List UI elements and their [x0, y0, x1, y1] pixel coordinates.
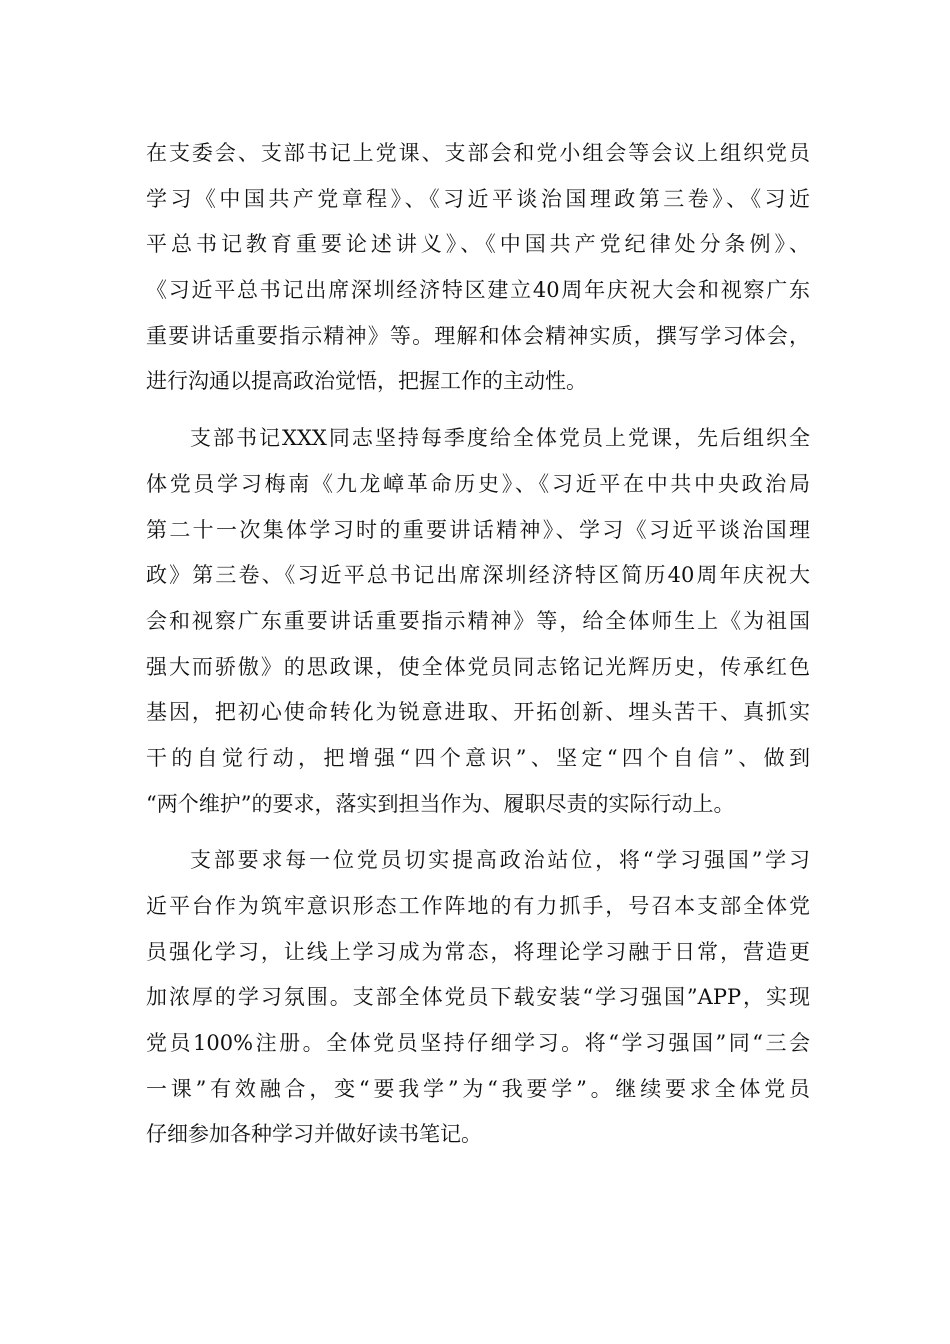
paragraph-1 [146, 131, 810, 405]
text-line: 在支委会、支部书记上党课、支部会和党小组会等会议上组织党员 [146, 141, 810, 165]
text-line: 近平台作为筑牢意识形态工作阵地的有力抓手，号召本支部全体党 [146, 894, 810, 918]
text-line: 加浓厚的学习氛围。支部全体党员下载安装“学习强国”APP，实现 [146, 985, 810, 1010]
paragraph-spacing [146, 405, 810, 416]
paragraph-3 [146, 838, 810, 1158]
text-line: 仔细参加各种学习并做好读书笔记。 [146, 1122, 482, 1147]
text-line: 政》第三卷、《习近平总书记出席深圳经济特区简历40周年庆祝大 [146, 563, 810, 588]
paragraph-2 [146, 416, 810, 827]
text-line: 干的自觉行动，把增强“四个意识”、坚定“四个自信”、做到 [146, 745, 810, 770]
text-line: “两个维护”的要求，落实到担当作为、履职尽责的实际行动上。 [146, 791, 735, 816]
paragraph-spacing [146, 827, 810, 838]
document-body [146, 131, 810, 1158]
text-line: 平总书记教育重要论述讲义》、《中国共产党纪律处分条例》、 [146, 232, 810, 257]
text-line: 一课”有效融合，变“要我学”为“我要学”。继续要求全体党员 [146, 1076, 810, 1101]
text-line: 第二十一次集体学习时的重要讲话精神》、学习《习近平谈治国理 [146, 517, 810, 542]
text-line: 《习近平总书记出席深圳经济特区建立40周年庆祝大会和视察广东 [146, 278, 810, 303]
text-line: 学习《中国共产党章程》、《习近平谈治国理政第三卷》、《习近 [146, 186, 810, 211]
text-line: 基因，把初心使命转化为锐意进取、开拓创新、埋头苦干、真抓实 [146, 700, 810, 725]
text-line: 支部要求每一位党员切实提高政治站位，将“学习强国”学习 [190, 848, 810, 873]
text-line: 员强化学习，让线上学习成为常态，将理论学习融于日常，营造更 [146, 939, 810, 964]
text-line: 体党员学习梅南《九龙嶂革命历史》、《习近平在中共中央政治局 [146, 471, 810, 496]
text-line: 党员100%注册。全体党员坚持仔细学习。将“学习强国”同“三会 [146, 1031, 810, 1056]
text-line: 进行沟通以提高政治觉悟，把握工作的主动性。 [146, 369, 587, 394]
text-line: 会和视察广东重要讲话重要指示精神》等，给全体师生上《为祖国 [146, 608, 810, 633]
text-line: 强大而骄傲》的思政课，使全体党员同志铭记光辉历史，传承红色 [146, 654, 810, 679]
text-line: 重要讲话重要指示精神》等。理解和体会精神实质，撰写学习体会， [146, 323, 810, 348]
text-line: 支部书记XXX同志坚持每季度给全体党员上党课，先后组织全 [190, 426, 810, 451]
